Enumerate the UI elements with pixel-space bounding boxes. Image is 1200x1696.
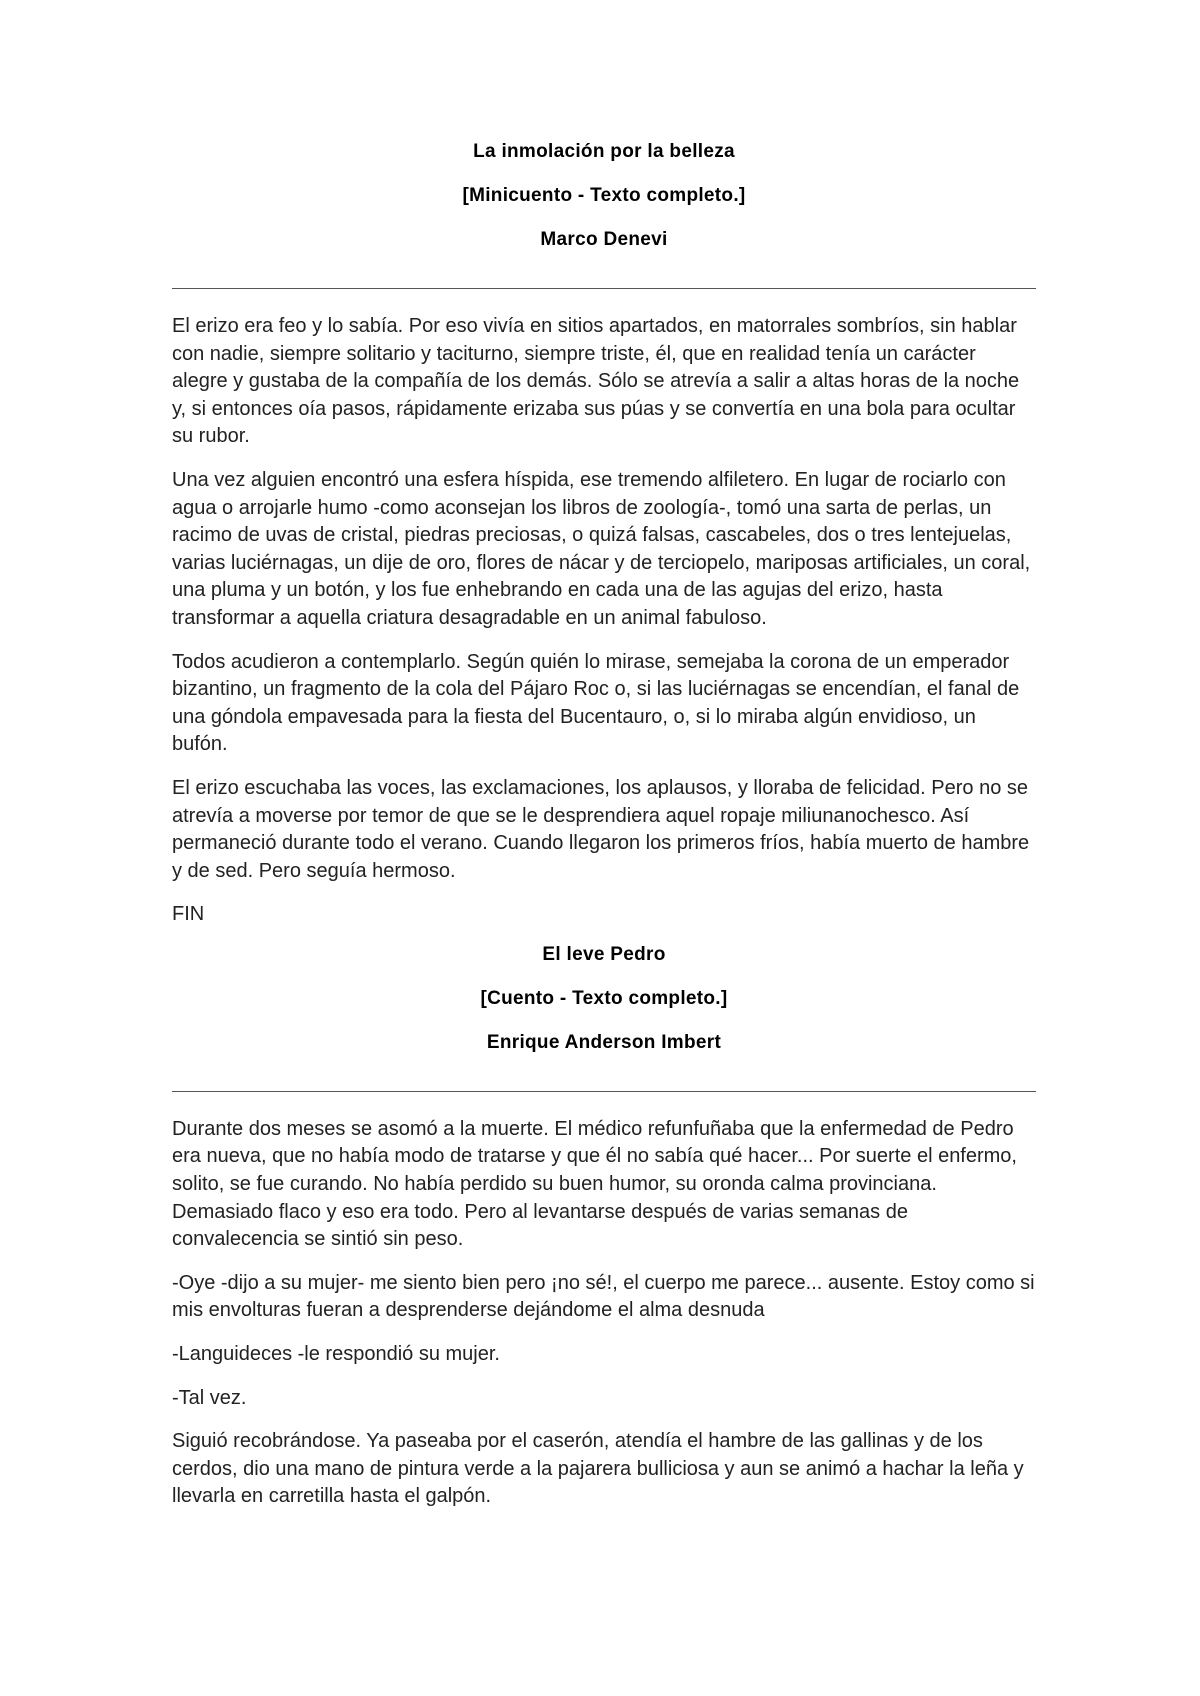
- paragraph: El erizo era feo y lo sabía. Por eso vivía en sitios apartados, en matorrales sombríos, sin hablar con nadie, siempre solitario y taciturno, siempre triste, él, que en realidad tenía un carácter alegre y gustaba de la compañía de los demás. Sólo se atrevía a salir a altas horas de la noche y, si entonces oía pasos, rápidamente erizaba sus púas y se convertía en una bola para ocultar su rubor.: [172, 315, 1020, 448]
- end-marker: FIN: [172, 903, 205, 926]
- paragraph: Todos acudieron a contemplarlo. Según quién lo mirase, semejaba la corona de un emperador bizantino, un fragmento de la cola del Pájaro Roc o, si las luciérnagas se encendían, el fanal de una góndola empavesada para la fiesta del Bucentauro, o, si lo miraba algún envidioso, un bufón.: [172, 650, 1020, 756]
- paragraph: -Oye -dijo a su mujer- me siento bien pero ¡no sé!, el cuerpo me parece... ausente. Estoy como si mis envolturas fueran a desprenderse dejándome el alma desnuda: [172, 1271, 1035, 1322]
- paragraph: Siguió recobrándose. Ya paseaba por el caserón, atendía el hambre de las gallinas y de los cerdos, dio una mano de pintura verde a la pajarera bulliciosa y aun se animó a hachar la leña y llevarla en carretilla hasta el galpón.: [172, 1430, 1024, 1508]
- story-2: [172, 943, 1036, 1511]
- story-1-author: Marco Denevi: [540, 229, 668, 250]
- divider: [172, 1091, 1036, 1092]
- paragraph: -Languideces -le respondió su mujer.: [172, 1343, 500, 1366]
- divider: [172, 288, 1036, 289]
- document-page: [172, 140, 1036, 1527]
- paragraph: El erizo escuchaba las voces, las exclamaciones, los aplausos, y lloraba de felicidad. Pero no se atrevía a moverse por temor de que se le desprendiera aquel ropaje miliunanochesco. Así permaneció durante todo el verano. Cuando llegaron los primeros fríos, había muerto de hambre y de sed. Pero seguía hermoso.: [172, 776, 1030, 882]
- story-2-author: Enrique Anderson Imbert: [486, 1031, 722, 1053]
- story-2-subtitle: [Cuento - Texto completo.]: [480, 987, 728, 1009]
- story-2-title: El leve Pedro: [542, 943, 666, 965]
- paragraph: -Tal vez.: [172, 1386, 247, 1409]
- paragraph: Durante dos meses se asomó a la muerte. El médico refunfuñaba que la enfermedad de Pedro era nueva, que no había modo de tratarse y que él no sabía qué hacer... Por suerte el enfermo, solito, se fue curando. No había perdido su buen humor, su oronda calma provinciana. Demasiado flaco y eso era todo. Pero al levantarse después de varias semanas de convalecencia se sintió sin peso.: [172, 1117, 1017, 1251]
- story-1: [172, 140, 1036, 929]
- story-1-subtitle: [Minicuento - Texto completo.]: [462, 185, 746, 206]
- paragraph: Una vez alguien encontró una esfera híspida, ese tremendo alfiletero. En lugar de rociarlo con agua o arrojarle humo -como aconsejan los libros de zoología-, tomó una sarta de perlas, un racimo de uvas de cristal, piedras preciosas, o quizá falsas, cascabeles, dos o tres lentejuelas, varias luciérnagas, un dije de oro, flores de nácar y de terciopelo, mariposas artificiales, un coral, una pluma y un botón, y los fue enhebrando en cada una de las agujas del erizo, hasta transformar a aquella criatura desagradable en un animal fabuloso.: [172, 468, 1031, 629]
- story-1-title: La inmolación por la belleza: [473, 141, 735, 162]
